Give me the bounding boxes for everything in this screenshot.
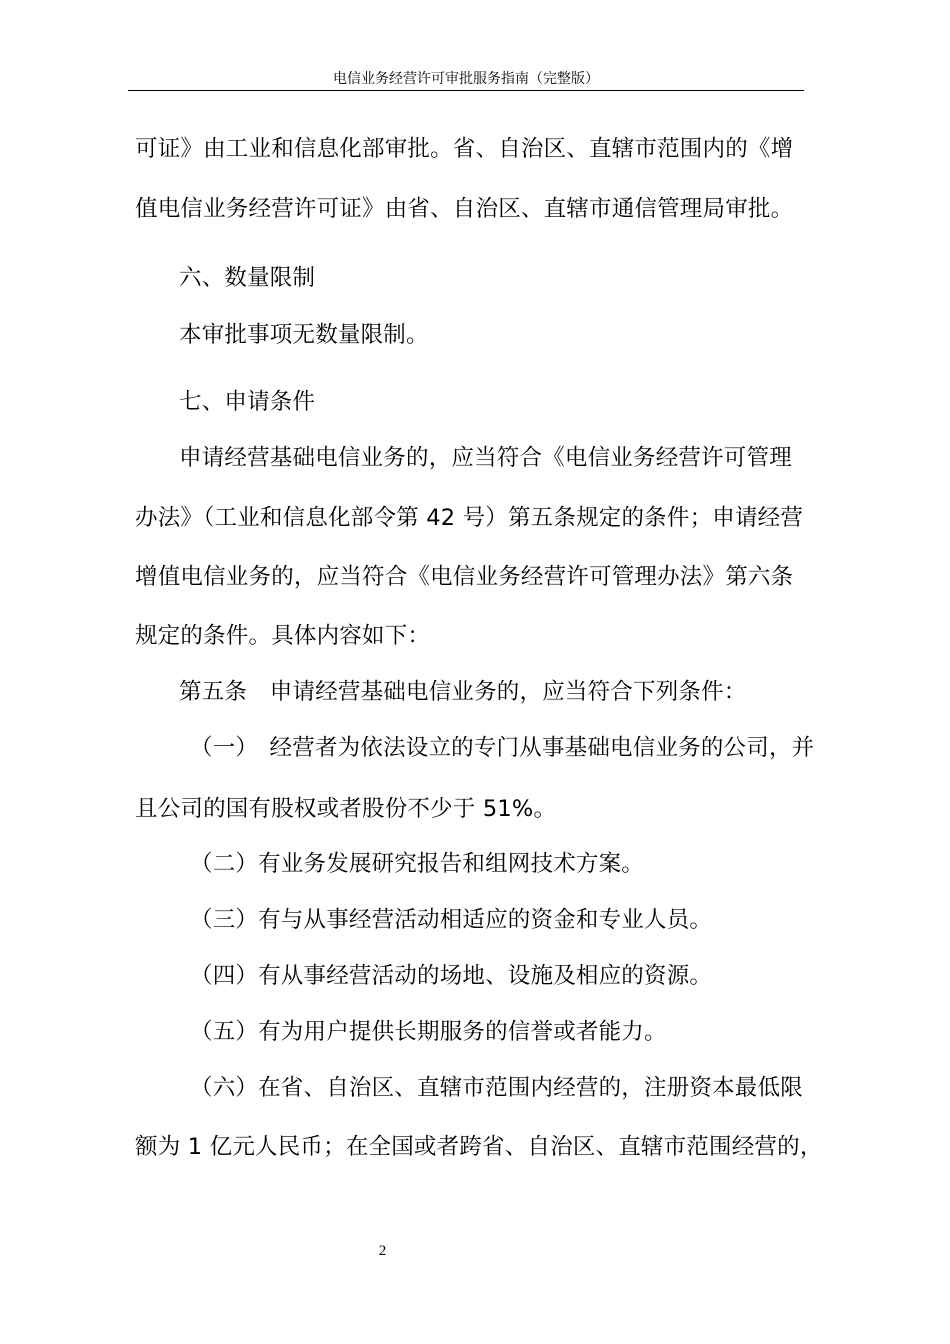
- list-item: （三）有与从事经营活动相适应的资金和专业人员。: [190, 907, 713, 933]
- paragraph-line: 本审批事项无数量限制。: [179, 322, 429, 348]
- paragraph-line: 办法》（工业和信息化部令第 42 号）第五条规定的条件；申请经营: [135, 505, 804, 531]
- list-item: （二）有业务发展研究报告和组网技术方案。: [190, 851, 645, 877]
- paragraph-line: 额为 1 亿元人民币；在全国或者跨省、自治区、直辖市范围经营的，: [135, 1134, 823, 1160]
- paragraph-line: 规定的条件。具体内容如下：: [135, 623, 431, 649]
- article-five-heading: 第五条 申请经营基础电信业务的，应当符合下列条件：: [179, 679, 747, 705]
- list-item: （四）有从事经营活动的场地、设施及相应的资源。: [190, 963, 713, 989]
- section-heading-application-conditions: 七、申请条件: [179, 389, 316, 415]
- section-heading-quantity-limit: 六、数量限制: [179, 265, 316, 291]
- page-header: [128, 70, 804, 91]
- paragraph-line: 增值电信业务的，应当符合《电信业务经营许可管理办法》第六条: [135, 564, 794, 590]
- list-item: （一） 经营者为依法设立的专门从事基础电信业务的公司，并: [190, 735, 815, 761]
- list-item: （六）在省、自治区、直辖市范围内经营的，注册资本最低限: [190, 1075, 803, 1101]
- paragraph-line: 可证》由工业和信息化部审批。省、自治区、直辖市范围内的《增: [135, 136, 794, 162]
- paragraph-line: 值电信业务经营许可证》由省、自治区、直辖市通信管理局审批。: [135, 196, 794, 222]
- list-item: （五）有为用户提供长期服务的信誉或者能力。: [190, 1019, 667, 1045]
- document-title: 电信业务经营许可审批服务指南（完整版）: [333, 71, 599, 87]
- page-number: 2: [378, 1243, 387, 1259]
- paragraph-line: 申请经营基础电信业务的，应当符合《电信业务经营许可管理: [179, 445, 792, 471]
- paragraph-line: 且公司的国有股权或者股份不少于 51%。: [135, 796, 557, 822]
